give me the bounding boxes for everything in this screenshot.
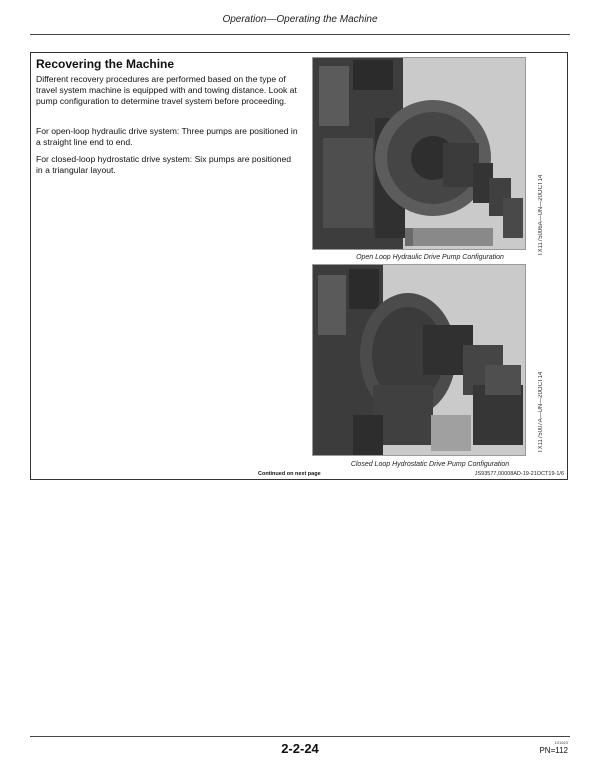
running-header: Operation—Operating the Machine	[222, 14, 378, 25]
figure-1-id: TX1175006A—UN—20OCT14	[538, 174, 544, 256]
pn-number: PN=112	[539, 746, 568, 755]
closed-loop-pump-photo	[312, 264, 526, 456]
reference-code: JS93577,00008AD-19-21OCT19-1/6	[474, 471, 564, 477]
header-rule	[30, 34, 570, 35]
figure-2-id: TX1175007A—UN—20OCT14	[538, 371, 544, 453]
section-title: Recovering the Machine	[36, 57, 175, 71]
intro-paragraph: Different recovery procedures are performed based on the type of travel system machine is equipped with and towing distance. Look at pump configuration to determine travel system before proceeding.	[36, 74, 297, 106]
figure-1-caption: Open Loop Hydraulic Drive Pump Configuration	[356, 254, 504, 261]
page-number: 2-2-24	[281, 741, 319, 756]
open-loop-pump-photo	[312, 57, 526, 250]
figure-2-caption: Closed Loop Hydrostatic Drive Pump Configuration	[350, 461, 510, 468]
footer-rule	[30, 736, 570, 737]
continued-note: Continued on next page	[258, 471, 321, 477]
open-loop-paragraph: For open-loop hydraulic drive system: Three pumps are positioned in a straight line end to end.	[36, 126, 298, 147]
footer-small-code: 101623	[554, 740, 568, 745]
closed-loop-paragraph: For closed-loop hydrostatic drive system: Six pumps are positioned in a triangular layout.	[36, 154, 292, 175]
